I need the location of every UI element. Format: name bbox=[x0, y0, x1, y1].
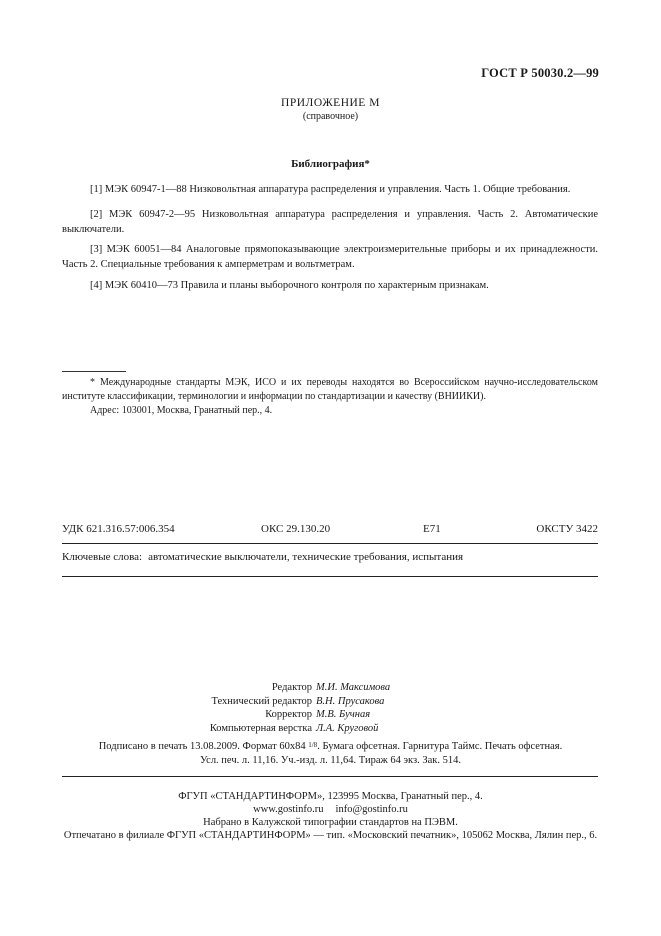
appendix-subtitle: (справочное) bbox=[302, 111, 359, 122]
divider-line bbox=[62, 576, 598, 577]
credit-name: В.Н. Прусакова bbox=[316, 695, 385, 707]
print-run-details: Усл. печ. л. 11,16. Уч.-изд. л. 11,64. Тираж 64 экз. Зак. 514. bbox=[199, 755, 462, 766]
document-code: ГОСТ Р 50030.2—99 bbox=[481, 66, 599, 80]
credit-role: Компьютерная верстка bbox=[209, 722, 312, 734]
email-link: info@gostinfo.ru bbox=[335, 804, 408, 815]
website-link: www.gostinfo.ru bbox=[253, 804, 324, 815]
keywords-line bbox=[62, 551, 463, 563]
publication-text: . Бумага офсетная. Гарнитура Таймс. Печать офсетная. bbox=[317, 741, 563, 752]
keywords-label: Ключевые слова: bbox=[62, 551, 143, 563]
credit-role: Корректор bbox=[265, 709, 312, 720]
publication-text: Подписано в печать 13.08.2009. Формат 60х84 bbox=[98, 741, 306, 752]
format-fraction: 1/8 bbox=[308, 741, 318, 749]
okstu-code: ОКСТУ 3422 bbox=[536, 523, 598, 535]
category-code: Е71 bbox=[423, 523, 441, 535]
credit-name: М.В. Бучная bbox=[316, 709, 371, 720]
credit-role: Технический редактор bbox=[211, 695, 312, 707]
bibliography-entry: [3] МЭК 60051—84 Аналоговые прямопоказывающие электроизмерительные приборы и их принадлежности. Часть 2. Специальные требования к амперметрам и вольтметрам. bbox=[62, 244, 598, 270]
credit-line bbox=[0, 695, 661, 709]
bibliography-title: Библиография* bbox=[291, 158, 370, 170]
bibliography-entry: [1] МЭК 60947-1—88 Низковольтная аппаратура распределения и управления. Часть 1. Общие требования. bbox=[90, 184, 571, 195]
bibliography-entry: [4] МЭК 60410—73 Правила и планы выборочного контроля по характерным признакам. bbox=[90, 280, 489, 291]
printed-note: Отпечатано в филиале ФГУП «СТАНДАРТИНФОРМ» — тип. «Московский печатник», 105062 Москва, Лялин пер., 6. bbox=[63, 830, 598, 841]
udk-code: УДК 621.316.57:006.354 bbox=[62, 523, 175, 535]
appendix-title: ПРИЛОЖЕНИЕ М bbox=[281, 97, 380, 109]
credit-name: Л.А. Круговой bbox=[316, 722, 379, 734]
credit-role: Редактор bbox=[271, 682, 312, 693]
credit-line bbox=[0, 722, 661, 736]
divider-line bbox=[62, 776, 598, 777]
publication-details bbox=[0, 741, 661, 752]
keywords-value: автоматические выключатели, технические требования, испытания bbox=[148, 551, 464, 563]
divider-line bbox=[62, 543, 598, 544]
classification-row bbox=[62, 523, 598, 539]
footnote-divider bbox=[62, 371, 126, 372]
bibliography-entry: [2] МЭК 60947-2—95 Низковольтная аппаратура распределения и управления. Часть 2. Автоматические выключатели. bbox=[62, 209, 598, 235]
typeset-note: Набрано в Калужской типографии стандартов на ПЭВМ. bbox=[203, 817, 458, 828]
oks-code: ОКС 29.130.20 bbox=[261, 523, 331, 535]
credit-name: М.И. Максимова bbox=[316, 682, 391, 693]
credits-block bbox=[0, 681, 661, 735]
footnote-address: Адрес: 103001, Москва, Гранатный пер., 4. bbox=[90, 405, 273, 416]
credit-line bbox=[0, 681, 661, 695]
credit-line bbox=[0, 708, 661, 722]
publisher-contacts bbox=[0, 803, 661, 817]
footnote-text: * Международные стандарты МЭК, ИСО и их переводы находятся во Всероссийском научно-исследовательском институте классификации, терминологии и информации по стандартизации и качеству (ВНИИКИ). bbox=[62, 377, 598, 402]
publisher-address: ФГУП «СТАНДАРТИНФОРМ», 123995 Москва, Гранатный пер., 4. bbox=[178, 791, 483, 802]
